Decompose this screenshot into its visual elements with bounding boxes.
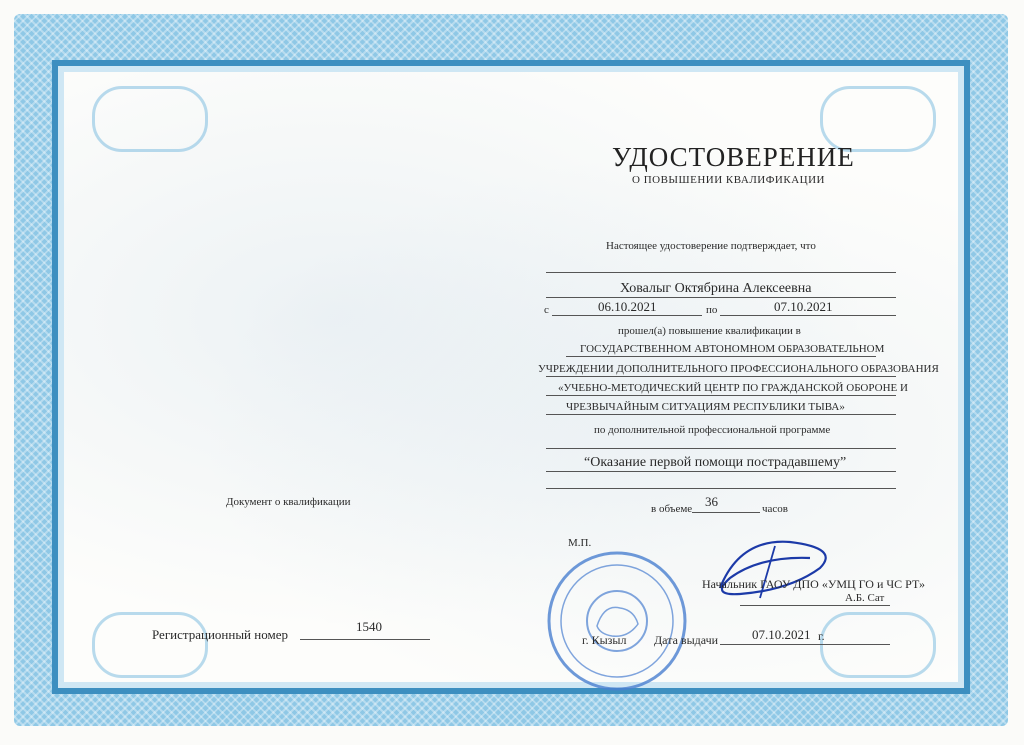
certificate-title: УДОСТОВЕРЕНИЕ [612, 142, 855, 172]
city-label: г. Кызыл [582, 633, 627, 647]
corner-ornament [820, 612, 936, 678]
program-underline [546, 471, 896, 472]
issue-suffix: г. [818, 629, 825, 643]
org-underline [546, 395, 896, 396]
org-line-2: УЧРЕЖДЕНИИ ДОПОЛНИТЕЛЬНОГО ПРОФЕССИОНАЛЬНОГО ОБРАЗОВАНИЯ [538, 363, 939, 375]
to-label: по [706, 304, 718, 316]
org-underline [546, 376, 896, 377]
corner-ornament [92, 86, 208, 152]
date-to: 07.10.2021 [774, 299, 833, 314]
corner-ornament [92, 612, 208, 678]
org-line-3: «УЧЕБНО-МЕТОДИЧЕСКИЙ ЦЕНТР ПО ГРАЖДАНСКОЙ ОБОРОНЕ И [558, 382, 908, 394]
name-underline [546, 297, 896, 298]
org-underline [546, 414, 896, 415]
signature-line [740, 605, 890, 606]
head-title: Начальник ГАОУ ДПО «УМЦ ГО и ЧС РТ» [702, 577, 926, 591]
holder-name: Ховалыг Октябрина Алексеевна [620, 281, 812, 296]
doc-label: Документ о квалификации [226, 496, 351, 508]
issue-underline [720, 644, 890, 645]
rule [546, 488, 896, 489]
org-line-1: ГОСУДАРСТВЕННОМ АВТОНОМНОМ ОБРАЗОВАТЕЛЬНОМ [580, 343, 885, 355]
date-from-underline [552, 315, 702, 316]
org-line-4: ЧРЕЗВЫЧАЙНЫМ СИТУАЦИЯМ РЕСПУБЛИКИ ТЫВА» [566, 401, 845, 413]
program-text: по дополнительной профессиональной программе [594, 424, 831, 436]
issue-label: Дата выдачи [654, 633, 719, 647]
reg-number: 1540 [356, 619, 382, 634]
passed-text: прошел(а) повышение квалификации в [618, 325, 801, 337]
rule [546, 448, 896, 449]
head-name: А.Б. Сат [845, 592, 885, 604]
hours-underline [692, 512, 760, 513]
signature [700, 528, 860, 608]
program-name: “Оказание первой помощи пострадавшему” [584, 455, 847, 470]
reg-underline [300, 639, 430, 640]
date-from: 06.10.2021 [598, 299, 657, 314]
issue-date: 07.10.2021 [752, 627, 811, 642]
from-label: с [544, 304, 549, 316]
reg-label: Регистрационный номер [152, 627, 288, 642]
certificate-subtitle: О ПОВЫШЕНИИ КВАЛИФИКАЦИИ [632, 174, 825, 186]
org-underline [566, 356, 876, 357]
confirm-text: Настоящее удостоверение подтверждает, что [606, 240, 816, 252]
rule [546, 272, 896, 273]
hours-label: часов [762, 503, 788, 515]
date-to-underline [720, 315, 896, 316]
hours-value: 36 [705, 494, 718, 509]
mp-label: М.П. [568, 537, 592, 549]
volume-label: в объеме [651, 503, 693, 515]
round-stamp [542, 546, 692, 696]
